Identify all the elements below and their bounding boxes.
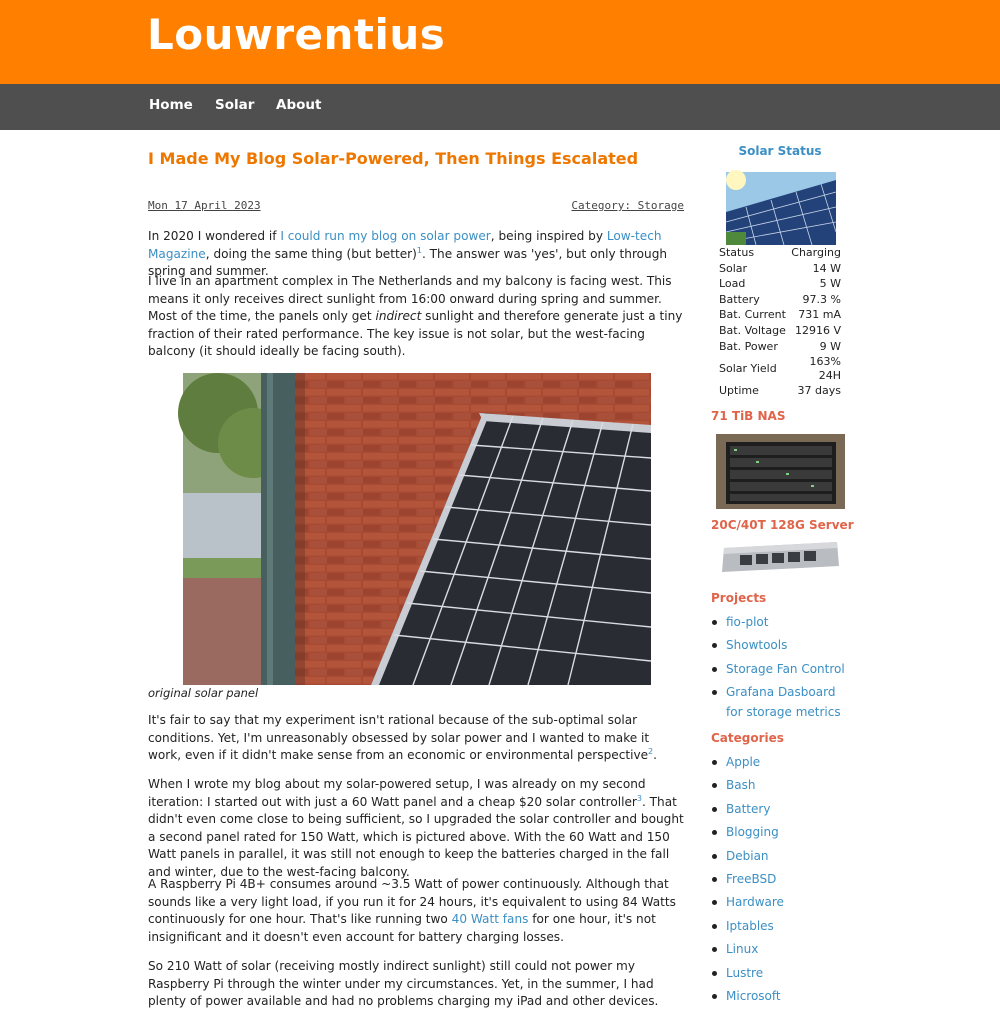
site-header — [0, 0, 1000, 84]
paragraph-3: It's fair to say that my experiment isn't rational because of the sub-optimal solar conditions. Yet, I'm unreasonably obsessed by solar power and I wanted to make it work, even if it didn't make sense from an economic or environmental perspective$^2$. — [148, 713, 657, 763]
paragraph-4: When I wrote my blog about my solar-powered setup, I was already on my second iteration: I started out with just a 60 Watt panel and a cheap $20 solar controller$^3$. That didn't even come close to being sufficient, so I upgraded the solar controller and bought a second panel rated for 150 Watt, which is pictured above. With the 60 Watt and 150 Watt panels in parallel, it was still not enough to keep the batteries charged in the fall and winter, due to the west-facing balcony. — [148, 777, 684, 879]
list-item[interactable]: Linux — [711, 939, 855, 959]
paragraph-2: I live in an apartment complex in The Netherlands and my balcony is facing west. This means it only receives direct sunlight from 16:00 onward during spring and summer. Most of the time, the panels only get indirect sunlight and therefore generate just a tiny fraction of their rated performance. The key issue is not solar, but the west-facing balcony (it should ideally be facing south). — [148, 274, 683, 359]
list-item[interactable]: Grafana Dasboard for storage metrics — [711, 682, 855, 722]
solar-row: Solar 14 W — [719, 261, 841, 275]
solar-panel-illustration — [183, 373, 651, 685]
list-item[interactable]: Lustre — [711, 963, 855, 983]
post-date[interactable]: Mon 17 April 2023 — [148, 199, 261, 212]
nav-home[interactable]: Home — [149, 97, 193, 113]
footnote-1-link[interactable]: 1 — [416, 245, 422, 255]
server-thumbnail — [720, 538, 841, 576]
solar-status-title[interactable]: Solar Status — [738, 144, 822, 158]
list-item[interactable]: Blogging — [711, 822, 855, 842]
list-item[interactable]: Showtools — [711, 635, 855, 655]
server-title[interactable]: 20C/40T 128G Server — [711, 518, 854, 532]
nas-thumbnail — [716, 434, 845, 509]
paragraph-6: So 210 Watt of solar (receiving mostly indirect sunlight) still could not power my Raspberry Pi through the winter under my circumstances. Yet, in the summer, I had plenty of power available and had no problems charging my iPad and other devices. — [148, 959, 659, 1009]
fans-link[interactable]: 40 Watt fans — [451, 912, 529, 927]
footnote-2-link[interactable]: 2 — [648, 747, 654, 757]
nas-title[interactable]: 71 TiB NAS — [711, 409, 786, 423]
bat-voltage-row: Bat. Voltage 12916 V — [719, 323, 841, 337]
list-item[interactable]: Debian — [711, 846, 855, 866]
list-item[interactable]: fio-plot — [711, 612, 855, 632]
solar-blog-link[interactable]: I could run my blog on solar power — [280, 229, 491, 243]
solar-panels-thumbnail — [726, 172, 836, 245]
list-item[interactable]: Storage Fan Control — [711, 659, 855, 679]
solar-yield-row: Solar Yield 163% 24H — [719, 354, 841, 382]
server-image[interactable] — [720, 538, 841, 576]
projects-title: Projects — [711, 591, 767, 605]
list-item[interactable]: Battery — [711, 799, 855, 819]
uptime-row: Uptime 37 days — [719, 384, 841, 398]
list-item[interactable]: Hardware — [711, 892, 855, 912]
list-item[interactable]: Bash — [711, 775, 855, 795]
projects-list — [711, 612, 855, 726]
battery-row: Battery 97.3 % — [719, 292, 841, 306]
list-item[interactable]: Microsoft — [711, 986, 855, 1006]
list-item[interactable]: FreeBSD — [711, 869, 855, 889]
list-item[interactable]: Apple — [711, 752, 855, 772]
low-tech-magazine-link[interactable]: Low-tech Magazine — [148, 229, 662, 261]
paragraph-1: In 2020 I wondered if I could run my blog on solar power, being inspired by Low-tech Magazine, doing the same thing (but better)$^1$. The answer was 'yes', but only through spring and summer. — [148, 229, 668, 279]
footnote-3-link[interactable]: 3 — [636, 793, 642, 803]
post-title[interactable]: I Made My Blog Solar-Powered, Then Things Escalated — [148, 149, 639, 168]
solar-status-image[interactable] — [726, 172, 836, 245]
bat-current-row: Bat. Current 731 mA — [719, 308, 841, 322]
categories-title: Categories — [711, 731, 784, 745]
load-row: Load 5 W — [719, 277, 841, 291]
nav-about[interactable]: About — [276, 97, 322, 113]
paragraph-5: A Raspberry Pi 4B+ consumes around ~3.5 Watt of power continuously. Although that sounds like a very light load, if you run it for 24 hours, it's equivalent to using 84 Watts continuously for one hour. That's like running two 40 Watt fans for one hour, it's not insignificant and it doesn't even account for battery charging losses. — [148, 877, 676, 944]
nav-solar[interactable]: Solar — [215, 97, 255, 113]
main-nav — [0, 84, 1000, 130]
post-category[interactable]: Category: Storage — [571, 199, 684, 212]
status-row: Status Charging — [719, 246, 841, 259]
solar-panel-photo — [183, 373, 651, 685]
list-item[interactable]: Iptables — [711, 916, 855, 936]
site-title[interactable]: Louwrentius — [147, 10, 446, 59]
categories-list — [711, 752, 855, 1009]
figure-caption: original solar panel — [148, 686, 259, 700]
solar-status-table — [719, 245, 841, 399]
bat-power-row: Bat. Power 9 W — [719, 339, 841, 353]
nas-image[interactable] — [716, 434, 845, 509]
